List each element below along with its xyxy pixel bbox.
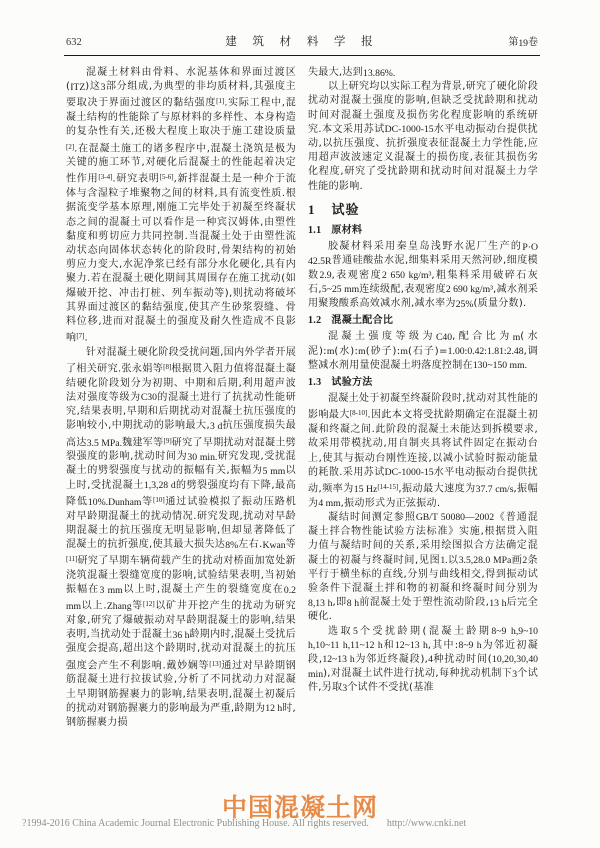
paragraph: 混凝土处于初凝至终凝阶段时,扰动对其性能的影响最大[8-10].因此本文将受扰龄期确定在混凝土初凝和终凝之间.此阶段的混凝土未能达到拆模要求,故采用带模扰动,用自制夹具将试件固定在振动台上,使其与振动台刚性连接,以减小试验时振动能量的耗散.采用苏试DC-1000-15水平电动振动台提供扰动,频率为15 Hz[14-15],振动最大速度为37.7 cm/s,振幅为4 mm,振动形式为正弦振动.: [308, 393, 538, 510]
paragraph: 胶凝材料采用秦皇岛浅野水泥厂生产的P·O 42.5R普通硅酸盐水泥,细集料采用天然河砂,细度模数2.9,表观密度2 650 kg/m³,粗集料采用破碎石灰石,5~25 mm连续级配,表观密度2 690 kg/m³,减水剂采用聚羧酸系高效减水剂,减水率为25%(质量分数).: [308, 241, 538, 310]
journal-title: 建 筑 材 料 学 报: [225, 34, 379, 48]
subsection-heading: 1.3 试验方法: [308, 377, 373, 389]
copyright-text: ?1994-2016 China Academic Journal Electronic Publishing House. All rights reserved.: [22, 818, 369, 829]
page-header: [66, 33, 538, 49]
page-number: 632: [66, 37, 82, 48]
paragraph: 以上研究均以实际工程为背景,研究了硬化阶段扰动对混凝土强度的影响,但缺乏受扰龄期和扰动时间对混凝土强度及损伤劣化程度影响的系统研究.本文采用苏试DC-1000-15水平电动振动台提供扰动,以抗压强度、抗折强度表征混凝土力学性能,应用超声波波速定义混凝土的损伤度,表征其损伤劣化程度,研究了受扰龄期和扰动时间对混凝土力学性能的影响.: [308, 81, 538, 192]
paragraph: 针对混凝土硬化阶段受扰问题,国内外学者开展了相关研究.张永娟等[8]根据贯入阻力值将混凝土凝结硬化阶段划分为初期、中期和后期,利用超声波法对强度等级为C30的混凝土进行了抗扰动性能研究,结果表明,早期和后期扰动对混凝土抗压强度的影响较小,中期扰动的影响最大,3 d抗压强度损失最高达3.5 MPa.魏建军等[9]研究了早期扰动对混凝土劈裂强度的影响,扰动时间为30 min.研究发现,受扰混凝土的劈裂强度与扰动的振幅有关,振幅为5 mm以上时,受扰混凝土1,3,28 d的劈裂强度均有下降,最高降低10%.Dunham等[10]通过试验模拟了振动压路机对早龄期混凝土的扰动情况.研究发现,扰动对早龄期混凝土的抗压强度无明显影响,但却显著降低了混凝土的抗折强度,使其最大损失达8%左右.Kwan等[11]研究了早期车辆荷载产生的扰动对桥面加宽处新浇筑混凝土裂缝宽度的影响,试验结果表明,当初始振幅在3 mm以上时,混凝土产生的裂缝宽度在0.2 mm以上.Zhang等[12]以矿井开挖产生的扰动为研究对象,研究了爆破振动对早龄期混凝土的影响,结果表明,当扰动处于混凝土36 h龄期内时,混凝土受扰后强度会提高,超出这个龄期时,扰动对混凝土的抗压强度会产生不利影响.戴妙娴等[13]通过对早龄期钢筋混凝土进行拉拔试验,分析了不同扰动力对混凝土早期钢筋握裹力的影响,结果表明,混凝土初凝后的扰动对钢筋握裹力的影响最为严重,龄期为12 h时,钢筋握裹力损: [66, 346, 297, 728]
paragraph: 凝结时间测定参照GB/T 50080—2002《普通混凝土拌合物性能试验方法标准》实施,根据贯入阻力值与凝结时间的关系,采用绘图拟合方法确定混凝土的初凝与终凝时间,见图1.以3.5,28.0 MPa画2条平行于横坐标的直线,分别与曲线相交,得到振动试验条件下混凝土拌和物的初凝和终凝时间分别为8,13 h,即8 h前混凝土处于塑性流动阶段,13 h后完全硬化.: [308, 511, 538, 623]
paragraph: 混凝土材料由骨料、水泥基体和界面过渡区(ITZ)这3部分组成,为典型的非均质材料,其强度主要取决于界面过渡区的黏结强度[1].实际工程中,混凝土结构的性能除了与原材料的多样性、本身构造的复杂性有关,还极大程度上取决于施工建设质量[2].在混凝土施工的诸多程序中,混凝土浇筑是极为关键的施工环节,对硬化后混凝土的性能起着决定性作用[3-4].研究表明[5-6],新拌混凝土是一种介于流体与含湿粒子堆聚物之间的材料,具有流变性质.根据流变学基本原理,刚施工完毕处于初凝至终凝状态之间的混凝土可以看作是一种宾汉姆体,由塑性黏度和剪切应力共同控制.当混凝土处于由塑性流动状态向固体状态转化的阶段时,骨架结构的初始剪应力变大,水泥净浆已经有部分水化硬化,具有内聚力.若在混凝土硬化期间其周围存在施工扰动(如爆破开挖、冲击打桩、列车振动等),则扰动将破坏其界面过渡区的黏结强度,使其产生砂浆裂缝、骨料位移,进而对混凝土的强度及耐久性造成不良影响[7].: [66, 67, 296, 344]
paragraph: 选取5个受扰龄期(混凝土龄期8~9 h,9~10 h,10~11 h,11~12 h和12~13 h,其中:8~9 h为邻近初凝段,12~13 h为邻近终凝段),4种扰动时间(10,20,30,40 min),对混凝土试件进行扰动,每种扰动机制下3个试件,另取3个试件不受扰(基准: [308, 625, 538, 694]
section-heading: 1 试验: [308, 201, 360, 218]
volume-label: 第19卷: [508, 37, 538, 49]
paragraph: 失最大,达到13.86%.: [308, 67, 396, 79]
footer-url: http://www.cnki.net: [386, 818, 467, 829]
watermark: 中国混凝土网: [221, 793, 378, 822]
subsection-heading: 1.2 混凝土配合比: [308, 315, 394, 327]
page-footer: [22, 818, 582, 829]
right-column: [308, 66, 538, 778]
paragraph: 混凝土强度等级为C40,配合比为m(水泥):m(水):m(砂子):m(石子)=1.00:0.42:1.81:2.48,调整减水剂用量使混凝土坍落度控制在130~150 mm.: [308, 331, 538, 372]
header-rule: [64, 55, 540, 56]
article-body: [66, 66, 538, 778]
left-column: [66, 66, 296, 778]
subsection-heading: 1.1 原材料: [308, 225, 363, 237]
